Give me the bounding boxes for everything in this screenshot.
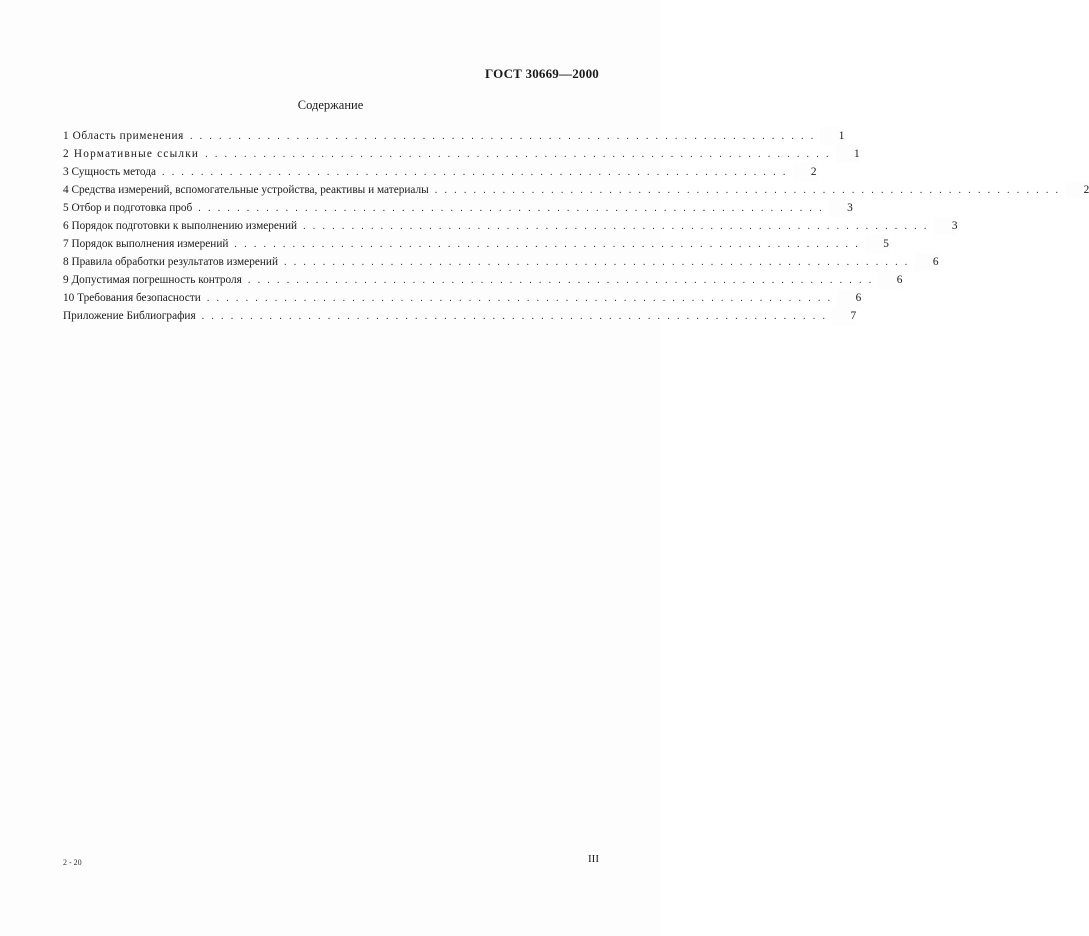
toc-entry[interactable] <box>63 289 862 307</box>
toc-dot-leader: ................................................................. <box>198 203 829 214</box>
toc-dot-leader: ................................................................. <box>205 149 836 160</box>
toc-entry-page: 6 <box>837 289 861 307</box>
toc-entry-label: 8 Правила обработки результатов измерений <box>63 253 280 271</box>
toc-entry-label: Приложение Библиография <box>63 307 198 325</box>
toc-entry-label: 9 Допустимая погрешность контроля <box>63 271 244 289</box>
toc-entry-label: 3 Сущность метода <box>63 163 158 181</box>
toc-title: Содержание <box>297 98 364 112</box>
footer-print-code: 2 - 20 <box>63 858 82 867</box>
toc-dot-leader: ................................................................. <box>234 239 865 250</box>
toc-entry-page: 1 <box>836 145 860 163</box>
toc-entry-label: 5 Отбор и подготовка проб <box>63 199 194 217</box>
toc-entry-label: 4 Средства измерений, вспомогательные устройства, реактивы и материалы <box>63 181 431 199</box>
toc-entry-page: 7 <box>832 307 856 325</box>
toc-entry[interactable] <box>63 271 903 289</box>
table-of-contents <box>63 127 1089 325</box>
toc-entry-label: 6 Порядок подготовки к выполнению измерений <box>63 217 299 235</box>
toc-entry-page: 2 <box>1065 181 1089 199</box>
toc-dot-leader: ................................................................. <box>247 275 879 286</box>
toc-entry[interactable] <box>63 235 889 253</box>
toc-entry[interactable] <box>63 253 939 271</box>
toc-entry[interactable] <box>63 307 857 325</box>
toc-dot-leader: ................................................................. <box>189 131 821 142</box>
toc-entry-page: 5 <box>865 235 889 253</box>
toc-dot-leader: ................................................................. <box>434 185 1066 196</box>
toc-entry[interactable] <box>63 163 817 181</box>
footer-page-number: III <box>588 853 599 865</box>
toc-entry[interactable] <box>63 217 958 235</box>
toc-entry-label: 2 Нормативные ссылки <box>63 145 201 163</box>
toc-entry[interactable] <box>63 145 860 163</box>
toc-entry-label: 10 Требования безопасности <box>63 289 203 307</box>
toc-entry[interactable] <box>63 127 845 145</box>
toc-dot-leader: ................................................................. <box>162 167 793 178</box>
toc-entry-label: 1 Область применения <box>63 127 186 145</box>
toc-entry[interactable] <box>63 181 1089 199</box>
document-code: ГОСТ 30669—2000 <box>484 66 599 81</box>
toc-dot-leader: ................................................................. <box>206 293 838 304</box>
toc-dot-leader: ................................................................. <box>303 221 934 232</box>
toc-entry-label: 7 Порядок выполнения измерений <box>63 235 230 253</box>
toc-dot-leader: ................................................................. <box>201 311 833 322</box>
toc-entry-page: 2 <box>793 163 817 181</box>
toc-entry-page: 1 <box>820 127 844 145</box>
toc-dot-leader: ................................................................. <box>284 257 915 268</box>
toc-entry-page: 3 <box>829 199 853 217</box>
toc-entry-page: 3 <box>934 217 958 235</box>
toc-entry[interactable] <box>63 199 853 217</box>
toc-entry-page: 6 <box>878 271 902 289</box>
toc-entry-page: 6 <box>915 253 939 271</box>
